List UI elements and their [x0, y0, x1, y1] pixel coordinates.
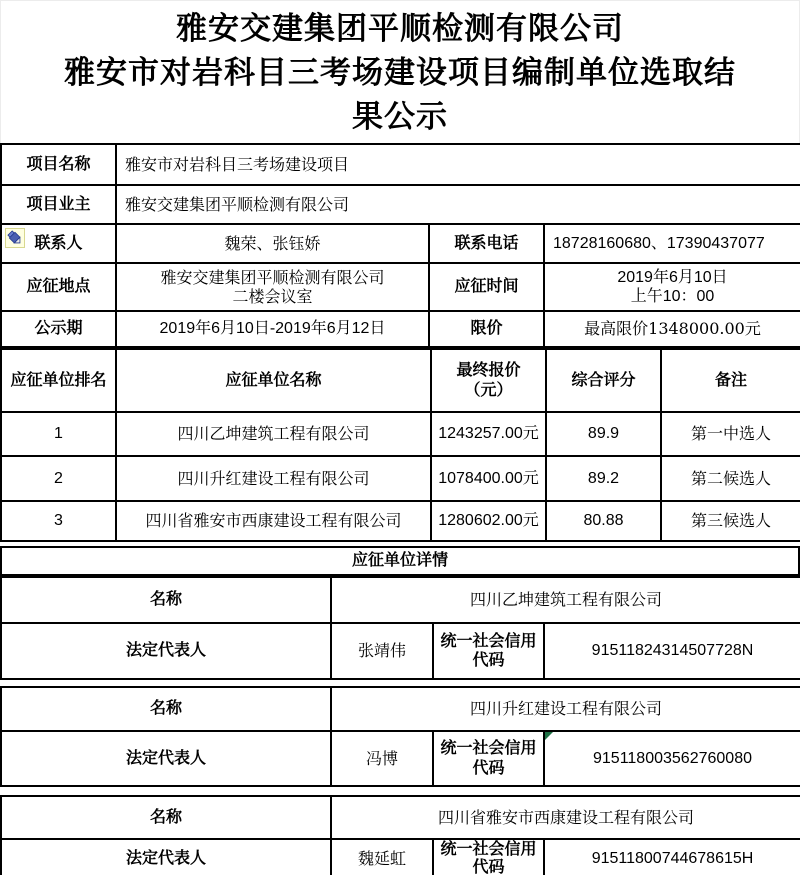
title-line-2: 雅安市对岩科目三考场建设项目编制单位选取结 — [64, 55, 736, 90]
label-company-name: 名称 — [1, 796, 331, 839]
label-legal-rep: 法定代表人 — [1, 731, 331, 786]
label-legal-rep: 法定代表人 — [1, 623, 331, 679]
remark-cell: 第二候选人 — [661, 456, 800, 501]
score-cell: 89.2 — [546, 456, 661, 501]
ranking-row — [1, 456, 800, 501]
ranking-header-row — [1, 349, 800, 412]
project-info-table — [0, 143, 800, 348]
label-venue: 应征地点 — [1, 263, 116, 311]
label-legal-rep: 法定代表人 — [1, 839, 331, 875]
title-line-1: 雅安交建集团平顺检测有限公司 — [176, 11, 624, 46]
rank-cell: 1 — [1, 412, 116, 456]
label-phone: 联系电话 — [429, 224, 544, 263]
value-legal-rep: 张靖伟 — [331, 623, 433, 679]
label-contact-text: 联系人 — [34, 234, 83, 252]
price-cell: 1078400.00元 — [431, 456, 546, 501]
value-phone: 18728160680、17390437077 — [544, 224, 800, 263]
label-credit-code: 统一社会信用代码 — [433, 731, 544, 786]
value-credit-code: 91511824314507728N — [544, 623, 800, 679]
header-unit-name: 应征单位名称 — [116, 349, 431, 412]
pen-annotation-icon — [5, 228, 25, 248]
header-score: 综合评分 — [546, 349, 661, 412]
value-publicity-period: 2019年6月10日-2019年6月12日 — [116, 311, 429, 347]
details-section-title: 应征单位详情 — [1, 547, 799, 575]
value-company-name: 四川乙坤建筑工程有限公司 — [331, 577, 800, 623]
label-publicity-period: 公示期 — [1, 311, 116, 347]
value-price-limit: 最高限价1348000.00元 — [544, 311, 800, 347]
value-legal-rep: 冯博 — [331, 731, 433, 786]
page-title — [0, 1, 800, 143]
header-final-price: 最终报价 （元） — [431, 349, 546, 412]
value-project-name: 雅安市对岩科目三考场建设项目 — [116, 144, 800, 185]
unit-name-cell: 四川升红建设工程有限公司 — [116, 456, 431, 501]
label-credit-code: 统一社会信用代码 — [433, 839, 544, 875]
title-line-3: 果公示 — [352, 99, 448, 134]
detail-block-3 — [0, 795, 800, 875]
detail-block-2 — [0, 686, 800, 787]
unit-name-cell: 四川省雅安市西康建设工程有限公司 — [116, 501, 431, 541]
label-company-name: 名称 — [1, 577, 331, 623]
label-contact — [1, 224, 116, 263]
header-remark: 备注 — [661, 349, 800, 412]
remark-cell: 第一中选人 — [661, 412, 800, 456]
label-owner: 项目业主 — [1, 185, 116, 224]
label-company-name: 名称 — [1, 687, 331, 731]
value-credit-code: 91511800744678615H — [544, 839, 800, 875]
label-project-name: 项目名称 — [1, 144, 116, 185]
value-company-name: 四川升红建设工程有限公司 — [331, 687, 800, 731]
value-owner: 雅安交建集团平顺检测有限公司 — [116, 185, 800, 224]
credit-code-flag-cell-text: 915118003562760080 — [593, 749, 752, 767]
unit-name-cell: 四川乙坤建筑工程有限公司 — [116, 412, 431, 456]
price-cell: 1280602.00元 — [431, 501, 546, 541]
score-cell: 89.9 — [546, 412, 661, 456]
value-company-name: 四川省雅安市西康建设工程有限公司 — [331, 796, 800, 839]
details-section-header — [0, 546, 800, 576]
value-venue: 雅安交建集团平顺检测有限公司 二楼会议室 — [116, 263, 429, 311]
rank-cell: 3 — [1, 501, 116, 541]
rank-cell: 2 — [1, 456, 116, 501]
ranking-row — [1, 501, 800, 541]
ranking-table — [0, 348, 800, 542]
remark-cell: 第三候选人 — [661, 501, 800, 541]
ranking-row — [1, 412, 800, 456]
label-time: 应征时间 — [429, 263, 544, 311]
score-cell: 80.88 — [546, 501, 661, 541]
detail-block-1 — [0, 576, 800, 680]
label-price-limit: 限价 — [429, 311, 544, 347]
label-credit-code: 统一社会信用代码 — [433, 623, 544, 679]
value-legal-rep: 魏延虹 — [331, 839, 433, 875]
value-time: 2019年6月10日 上午10：00 — [544, 263, 800, 311]
value-contact: 魏荣、张钰娇 — [116, 224, 429, 263]
price-cell: 1243257.00元 — [431, 412, 546, 456]
header-rank: 应征单位排名 — [1, 349, 116, 412]
value-credit-code — [544, 731, 800, 786]
